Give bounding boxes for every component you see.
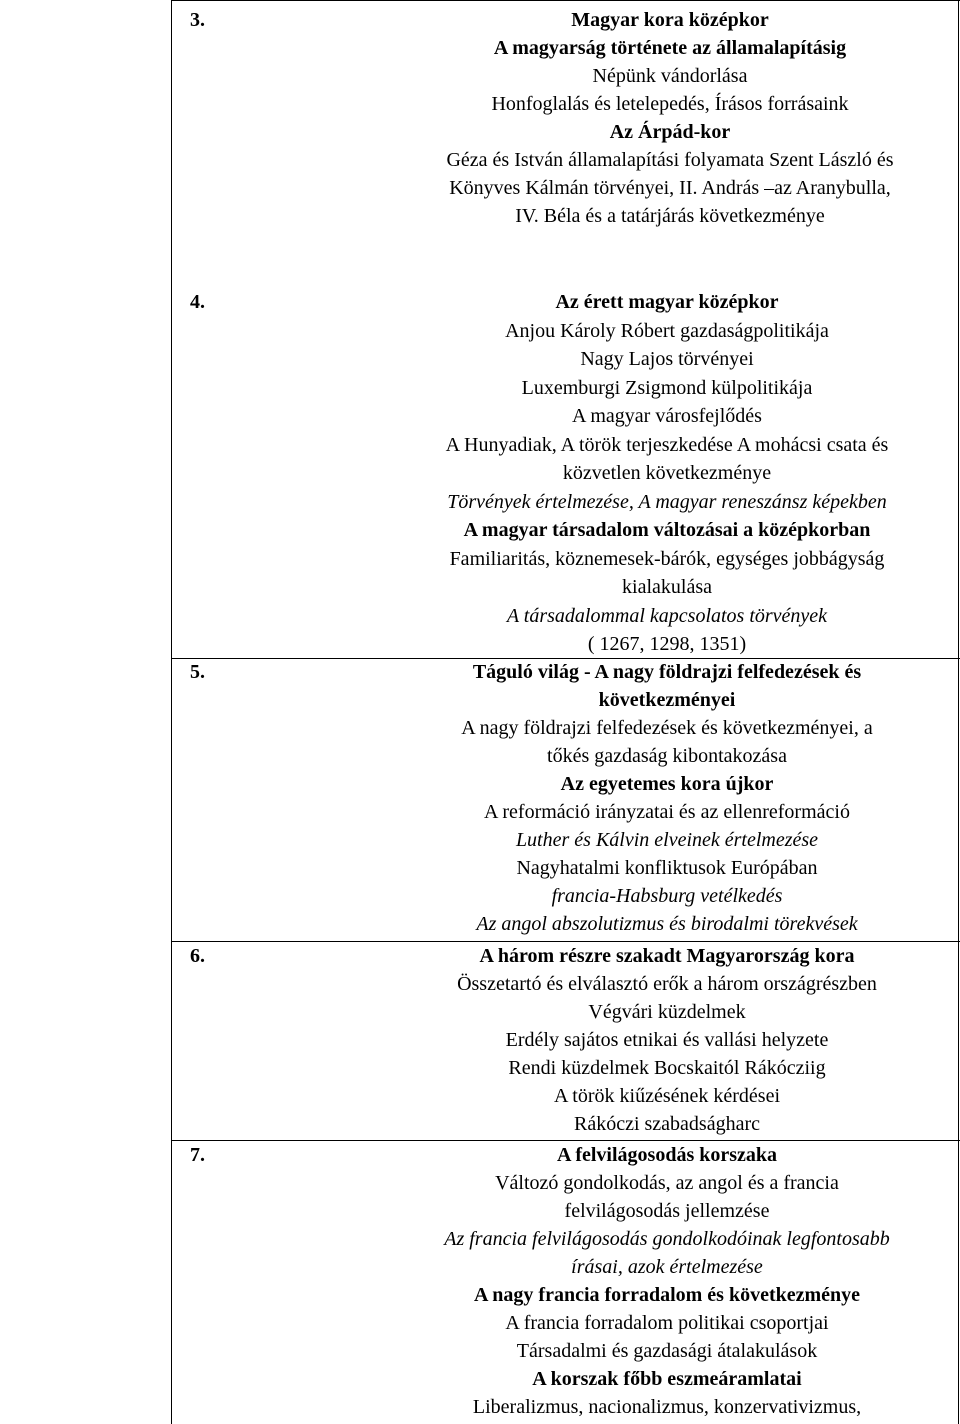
section-line: A török kiűzésének kérdései [553, 1085, 781, 1107]
section-content [370, 6, 960, 230]
section-line: A korszak főbb eszmeáramlatai [532, 1368, 802, 1390]
section-number: 3. [190, 9, 205, 31]
section-line: Géza és István államalapítási folyamata Szent László és [446, 149, 894, 171]
section-title: Az érett magyar középkor [555, 291, 779, 313]
section-content [367, 1141, 960, 1421]
section-line: Társadalmi és gazdasági átalakulások [516, 1340, 818, 1362]
section-title: A három részre szakadt Magyarország kora [479, 945, 855, 967]
section-line: közvetlen következménye [562, 462, 772, 484]
section-line: Változó gondolkodás, az angol és a francia [495, 1172, 839, 1194]
section-line: tőkés gazdaság kibontakozása [547, 745, 787, 767]
section-line: Az Árpád-kor [609, 121, 731, 143]
section-line: felvilágosodás jellemzése [564, 1200, 770, 1222]
section-content [372, 288, 960, 659]
section-line: Az egyetemes kora újkor [560, 773, 774, 795]
section-line: kialakulása [622, 576, 712, 598]
section-line: Végvári küzdelmek [588, 1001, 746, 1023]
section-line: Familiaritás, köznemesek-bárók, egységes jobbágyság [449, 547, 885, 570]
section-content [367, 658, 960, 938]
section-line: A magyar társadalom változásai a középkorban [463, 519, 871, 541]
section-line: A magyar városfejlődés [572, 405, 762, 427]
section-line: A társadalommal kapcsolatos törvények [506, 604, 828, 627]
table-left-border [171, 0, 172, 1424]
section-line: Az francia felvilágosodás gondolkodóinak legfontosabb [444, 1228, 890, 1250]
section-line: Az angol abszolutizmus és birodalmi törekvések [476, 913, 858, 935]
section-line: Népünk vándorlása [592, 65, 748, 87]
section-content [367, 942, 960, 1138]
section-line: A magyarság története az államalapításig [493, 37, 847, 59]
section-line: Könyves Kálmán törvényei, II. András –az Aranybulla, [449, 177, 891, 199]
section-line: Nagy Lajos törvényei [580, 348, 754, 370]
section-line: Luxemburgi Zsigmond külpolitikája [521, 376, 813, 399]
section-line: Luther és Kálvin elveinek értelmezése [515, 829, 819, 851]
section-line: A francia forradalom politikai csoportjai [505, 1312, 829, 1334]
section-line: francia-Habsburg vetélkedés [551, 885, 783, 907]
section-title: A felvilágosodás korszaka [556, 1144, 778, 1166]
section-line: A Hunyadiak, A török terjeszkedése A mohácsi csata és [445, 433, 889, 456]
section-line: A nagy francia forradalom és következménye [473, 1284, 861, 1306]
section-number: 6. [190, 945, 205, 967]
section-line: Anjou Károly Róbert gazdaságpolitikája [505, 319, 829, 342]
section-title: Magyar kora középkor [571, 9, 769, 31]
section-line: A nagy földrajzi felfedezések és következményei, a [461, 717, 873, 739]
section-number: 4. [190, 291, 205, 313]
section-line: következményei [598, 689, 736, 711]
section-line: Törvények értelmezése, A magyar reneszánsz képekben [447, 490, 887, 513]
section-line: A reformáció irányzatai és az ellenreformáció [484, 801, 850, 823]
section-number: 5. [190, 661, 205, 683]
section-title: Táguló világ - A nagy földrajzi felfedezések és [472, 661, 862, 683]
section-line: Liberalizmus, nacionalizmus, konzervativizmus, [472, 1396, 862, 1418]
section-line: Rákóczi szabadságharc [573, 1113, 760, 1135]
section-line: ( 1267, 1298, 1351) [587, 633, 747, 655]
section-line: írásai, azok értelmezése [571, 1256, 763, 1278]
section-number: 7. [190, 1144, 205, 1166]
row-divider [171, 0, 960, 1]
section-line: Nagyhatalmi konfliktusok Európában [516, 857, 818, 879]
section-line: Erdély sajátos etnikai és vallási helyzete [505, 1029, 829, 1051]
section-line: Honfoglalás és letelepedés, Írásos forrásaink [491, 93, 849, 115]
section-line: IV. Béla és a tatárjárás következménye [515, 205, 825, 227]
section-line: Összetartó és elválasztó erők a három országrészben [457, 973, 877, 995]
section-line: Rendi küzdelmek Bocskaitól Rákócziig [508, 1057, 826, 1079]
